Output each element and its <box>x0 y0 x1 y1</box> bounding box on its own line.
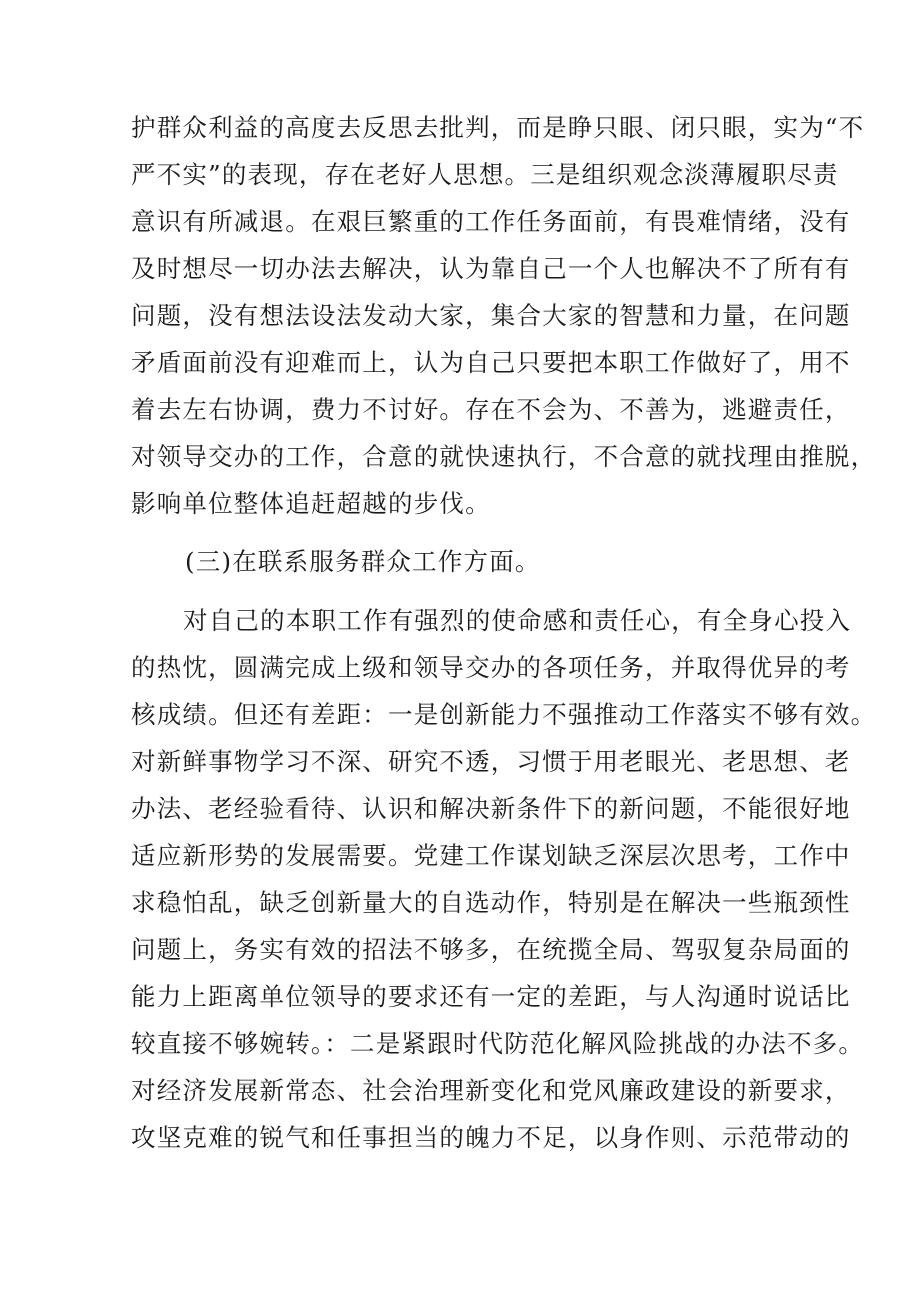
paragraph-line: 对自己的本职工作有强烈的使命感和责任心，有全身心投入 <box>183 606 852 635</box>
paragraph-line: 对领导交办的工作，合意的就快速执行，不合意的就找理由推脱， <box>131 442 877 471</box>
paragraph-line: 较直接不够婉转。：二是紧跟时代防范化解风险挑战的办法不多。 <box>131 1029 865 1058</box>
paragraph-line: 的热忱，圆满完成上级和领导交办的各项任务，并取得优异的考 <box>131 653 851 682</box>
section-heading: (三)在联系服务群众工作方面。 <box>185 547 541 576</box>
paragraph-line: 适应新形势的发展需要。党建工作谋划缺乏深层次思考，工作中 <box>131 841 851 870</box>
paragraph-line: 核成绩。但还有差距：一是创新能力不强推动工作落实不够有效。 <box>131 700 877 729</box>
paragraph-line: 意识有所减退。在艰巨繁重的工作任务面前，有畏难情绪，没有 <box>131 207 851 236</box>
paragraph-line: 着去左右协调，费力不讨好。存在不会为、不善为，逃避责任， <box>131 395 851 424</box>
paragraph-line: 办法、老经验看待、认识和解决新条件下的新问题，不能很好地 <box>131 794 851 823</box>
paragraph-line: 对经济发展新常态、社会治理新变化和党风廉政建设的新要求， <box>131 1076 851 1105</box>
paragraph-line: 能力上距离单位领导的要求还有一定的差距，与人沟通时说话比 <box>131 982 851 1011</box>
paragraph-line: 问题上，务实有效的招法不够多，在统揽全局、驾驭复杂局面的 <box>131 935 851 964</box>
paragraph-line: 严不实”的表现，存在老好人思想。三是组织观念淡薄履职尽责 <box>131 160 839 189</box>
paragraph-line: 求稳怕乱，缺乏创新量大的自选动作，特别是在解决一些瓶颈性 <box>131 888 851 917</box>
paragraph-line: 及时想尽一切办法去解决，认为靠自己一个人也解决不了所有有 <box>131 254 851 283</box>
paragraph-line: 攻坚克难的锐气和任事担当的魄力不足，以身作则、示范带动的 <box>131 1123 851 1152</box>
paragraph-line: 护群众利益的高度去反思去批判，而是睁只眼、闭只眼，实为“不 <box>131 113 865 142</box>
paragraph-line: 矛盾面前没有迎难而上，认为自己只要把本职工作做好了，用不 <box>131 348 851 377</box>
paragraph-line: 对新鲜事物学习不深、研究不透，习惯于用老眼光、老思想、老 <box>131 747 851 776</box>
paragraph-line: 影响单位整体追赶超越的步伐。 <box>131 489 491 518</box>
paragraph-line: 问题，没有想法设法发动大家，集合大家的智慧和力量，在问题 <box>131 301 851 330</box>
